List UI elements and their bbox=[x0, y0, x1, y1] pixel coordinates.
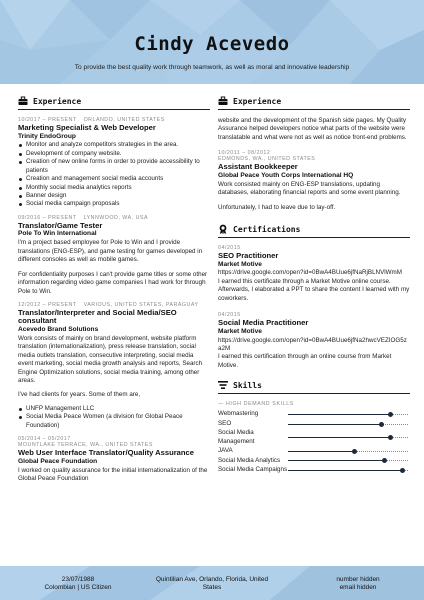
experience-section-header bbox=[18, 96, 210, 110]
header-banner bbox=[0, 0, 424, 84]
skill-row bbox=[218, 429, 410, 446]
job-entry bbox=[18, 436, 210, 483]
list-item: Creation and management social media accounts bbox=[18, 175, 210, 183]
certification-entry bbox=[218, 312, 410, 370]
job-dates: 05/2014 – 05/2017 bbox=[18, 436, 71, 443]
skill-level-marker bbox=[388, 435, 393, 440]
certification-name: Social Media Practitioner bbox=[218, 318, 309, 328]
job-meta bbox=[18, 436, 210, 448]
job-entry bbox=[18, 215, 210, 296]
phone-number: number hidden bbox=[336, 576, 380, 583]
certification-description: I earned this certification through an online course from Market Motive. bbox=[218, 353, 392, 369]
job-location: ORLANDO, UNITED STATES bbox=[83, 117, 165, 123]
job-dates: 12/2012 – PRESENT bbox=[18, 301, 77, 308]
job-role: Marketing Specialist & Web Developer bbox=[18, 123, 156, 132]
job-role: Assistant Bookkeeper bbox=[218, 162, 298, 172]
skill-group-label: — HIGH DEMAND SKILLS bbox=[218, 401, 294, 408]
tagline: To provide the best quality work through teamwork, as well as moral and innovative leadership bbox=[74, 64, 350, 71]
job-org: Global Peace Foundation bbox=[18, 457, 98, 465]
job-description-continued: website and the development of the Spanish side pages. My Quality Assurance helped developers notice what parts of the website were translatable and what were not as well as notice front-end problems. bbox=[218, 117, 407, 141]
bar-levels-icon bbox=[218, 380, 228, 390]
list-item: Monitor and analyze competitors strategies in the area. bbox=[18, 141, 210, 149]
job-entry bbox=[218, 150, 410, 212]
address-line: Quintilian Ave, Orlando, Florida, United bbox=[155, 576, 269, 583]
job-bullets bbox=[18, 405, 210, 430]
skill-fill bbox=[288, 424, 382, 425]
certification-issuer: Market Motive bbox=[218, 260, 262, 268]
skill-name: SEO bbox=[218, 419, 232, 427]
skill-row bbox=[218, 447, 410, 455]
skill-level-marker bbox=[382, 458, 387, 463]
date-of-birth: 23/07/1988 bbox=[61, 576, 95, 583]
job-org: Pole To Win International bbox=[18, 230, 97, 238]
list-item: Development of company website. bbox=[18, 150, 210, 158]
skill-fill bbox=[288, 437, 390, 438]
skill-level-bar bbox=[288, 412, 408, 417]
certification-name: SEO Practitioner bbox=[218, 251, 279, 261]
job-description: Work consisted mainly on ENG-ESP translations, updating databases, elaborating financial reports and some event planning. bbox=[218, 180, 401, 197]
job-entry bbox=[18, 117, 210, 209]
job-location: LYNNWOOD, WA, USA bbox=[83, 214, 148, 221]
job-meta bbox=[18, 215, 210, 221]
skill-fill bbox=[288, 451, 354, 452]
job-meta bbox=[218, 150, 410, 162]
skill-name: Social Media Campaigns bbox=[218, 465, 288, 473]
job-description: For confidentiality purposes I can't provide game titles or some other information regarding video game companies I had work for through Pole to Win. bbox=[18, 270, 208, 295]
skill-fill bbox=[288, 460, 384, 461]
skill-name: Social Media Management bbox=[218, 429, 255, 445]
job-org: Global Peace Youth Corps International HQ bbox=[218, 171, 354, 179]
list-item: Monthly social media analytics reports bbox=[18, 184, 210, 192]
skill-row bbox=[218, 466, 410, 474]
skill-level-bar bbox=[288, 468, 408, 473]
footer-personal bbox=[28, 576, 128, 593]
list-item: Creation of new online forms in order to provide accessibility to patients bbox=[18, 158, 210, 175]
job-location: EDMONDS, WA., UNITED STATES bbox=[218, 156, 316, 163]
skill-fill bbox=[288, 414, 390, 415]
skill-name: Webmastering bbox=[218, 410, 259, 418]
candidate-name: Cindy Acevedo bbox=[134, 33, 290, 55]
job-role: Translator/Interpreter and Social Media/SEO consultant bbox=[18, 307, 177, 326]
skill-level-bar bbox=[288, 449, 408, 454]
certification-date: 04/2015 bbox=[218, 245, 241, 252]
briefcase-icon bbox=[218, 96, 228, 106]
skill-level-bar bbox=[288, 458, 408, 463]
list-item: UNFP Management LLC bbox=[18, 405, 210, 413]
job-location: MOUNTLAKE TERRACE, WA., UNITED STATES bbox=[18, 442, 153, 449]
left-column bbox=[18, 96, 210, 490]
job-role: Translator/Game Tester bbox=[18, 220, 103, 230]
certification-entry bbox=[218, 245, 410, 303]
experience-title: Experience bbox=[33, 96, 82, 106]
job-entry bbox=[18, 302, 210, 430]
address-line: States bbox=[202, 584, 222, 592]
skill-name: Social Media Analytics bbox=[218, 456, 281, 464]
skill-fill bbox=[288, 470, 402, 471]
job-description: I worked on quality assurance for the initial internationalization of the Global Peace Foundation bbox=[18, 466, 208, 483]
skill-row bbox=[218, 420, 410, 428]
skill-level-bar bbox=[288, 435, 408, 440]
job-org: Acevedo Brand Solutions bbox=[18, 325, 99, 333]
skill-row bbox=[218, 410, 410, 418]
job-location: VARIOUS, UNITED STATES, PARAGUAY bbox=[83, 301, 199, 308]
award-icon bbox=[218, 224, 228, 234]
skill-row bbox=[218, 457, 410, 465]
footer-contact bbox=[318, 576, 398, 593]
certification-description: I earned this certificate through a Market Motive online course. Afterwards, I elaborated a PPT to share the content I learned with my coworkers. bbox=[218, 277, 410, 302]
job-description: Unfortunately, I had to leave due to lay-off. bbox=[218, 203, 336, 211]
job-dates: 09/2016 – PRESENT bbox=[18, 214, 77, 221]
email-address: email hidden bbox=[339, 584, 377, 592]
footer-address bbox=[142, 576, 282, 593]
skill-level-bar bbox=[288, 422, 408, 427]
certification-issuer: Market Motive bbox=[218, 327, 262, 335]
briefcase-icon bbox=[18, 96, 28, 106]
job-description: I've had clients for years. Some of them are, bbox=[18, 391, 141, 399]
job-dates: 10/2011 – 08/2012 bbox=[218, 150, 271, 157]
list-item: Social Media Peace Women (a division for Global Peace Foundation) bbox=[18, 413, 210, 430]
list-item: Social media campaign proposals bbox=[18, 200, 210, 208]
skill-level-marker bbox=[379, 422, 384, 427]
skills-section-header bbox=[218, 380, 410, 394]
job-description: I'm a project based employee for Pole to Win and I provide translations (ENG-ESP), and game testing for games developed in different consoles as well as mobile games. bbox=[18, 239, 203, 264]
skill-name: JAVA bbox=[218, 447, 233, 455]
certifications-title: Certifications bbox=[233, 224, 301, 234]
certification-link[interactable]: https://drive.google.com/open?id=0BwA4BUue6jfNaRjBLNVlWmM bbox=[218, 269, 402, 277]
list-item: Banner design bbox=[18, 192, 210, 200]
footer-banner bbox=[0, 566, 424, 600]
skill-level-marker bbox=[352, 449, 357, 454]
skill-level-marker bbox=[400, 468, 405, 473]
skills-list bbox=[218, 410, 410, 474]
skills-title: Skills bbox=[233, 380, 262, 390]
certification-link[interactable]: https://drive.google.com/open?id=0BwA4BUue6jfNa2hwcVEZIOG5za2M bbox=[218, 336, 407, 353]
job-bullets bbox=[18, 141, 210, 209]
certifications-section-header bbox=[218, 224, 410, 238]
job-description: Work consists of mainly on brand development, website platform translation (internationalization), press release translation, social media outlets translation, consecutive interpreting, social media event marketing, social media growth analysis and reports, Search Engine Optimization solutions, social media training, among other areas. bbox=[18, 334, 203, 385]
job-dates: 10/2017 – PRESENT bbox=[18, 117, 77, 123]
certification-date: 04/2015 bbox=[218, 312, 241, 319]
skill-level-marker bbox=[388, 412, 393, 417]
experience-title: Experience bbox=[233, 96, 282, 106]
experience-continued-header bbox=[218, 96, 410, 110]
job-org: Trinity EndoGroup bbox=[18, 132, 76, 140]
right-column bbox=[218, 96, 410, 475]
job-role: Web User Interface Translator/Quality Assurance bbox=[18, 448, 194, 458]
citizenship: Colombian | US Citizen bbox=[44, 584, 112, 592]
